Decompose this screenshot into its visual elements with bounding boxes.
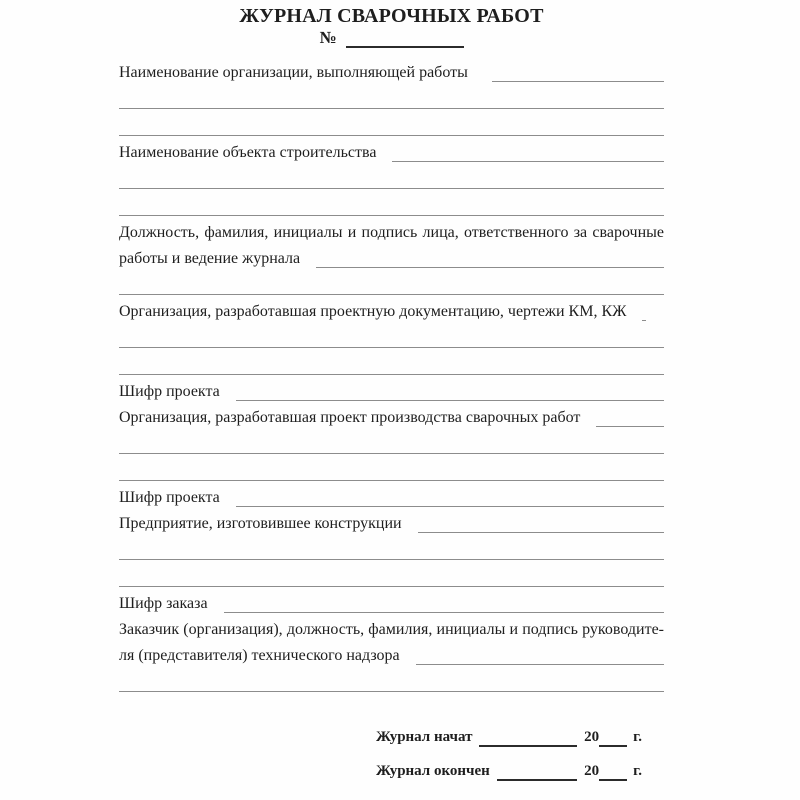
journal-started-row (376, 727, 642, 747)
customer-label-line1: Заказчик (организация), должность, фамилия, инициалы и подпись руководите- (119, 621, 664, 638)
blank-fill-line (119, 434, 664, 454)
construction-object-fill-line (392, 142, 664, 162)
year-prefix: 20 (584, 763, 600, 779)
manufacturer-fill-line (418, 513, 664, 533)
project-code-1-fill-line (236, 381, 664, 401)
customer-label-line2: ля (представителя) технического надзора (119, 647, 400, 664)
journal-started-date-fill-line (479, 725, 577, 747)
journal-finished-date-fill-line (497, 759, 577, 781)
journal-started-label: Журнал начат (376, 729, 473, 745)
project-code-2-fill-line (236, 487, 664, 507)
org-performing-fill-line (492, 62, 664, 82)
responsible-person-label-line2: работы и ведение журнала (119, 250, 301, 267)
field-responsible-person (119, 249, 664, 268)
year-suffix: г. (633, 763, 642, 779)
field-order-code (119, 594, 664, 613)
field-org-performing (119, 63, 664, 82)
construction-object-label: Наименование объекта строительства (119, 144, 377, 161)
org-performing-label: Наименование организации, выполняющей работы (119, 64, 468, 81)
field-customer (119, 646, 664, 665)
blank-fill-line (119, 567, 664, 587)
blank-fill-line (119, 461, 664, 481)
field-project-code-2 (119, 488, 664, 507)
year-suffix: г. (633, 729, 642, 745)
journal-dates-block (119, 727, 664, 781)
welding-project-org-label: Организация, разработавшая проект производства сварочных работ (119, 409, 581, 426)
journal-finished-row (376, 761, 642, 781)
manufacturer-label: Предприятие, изготовившее конструкции (119, 515, 402, 532)
project-code-2-label: Шифр проекта (119, 489, 220, 506)
order-code-label: Шифр заказа (119, 595, 208, 612)
blank-fill-line (119, 540, 664, 560)
blank-fill-line (119, 328, 664, 348)
blank-fill-line (119, 355, 664, 375)
field-project-code-1 (119, 382, 664, 401)
journal-number-fill-line (346, 26, 464, 48)
design-org-fill-line (642, 301, 646, 321)
customer-fill-line (416, 645, 664, 665)
blank-fill-line (119, 275, 664, 295)
responsible-person-fill-line (316, 248, 664, 268)
journal-started-year-fill-line (599, 725, 627, 747)
design-org-label: Организация, разработавшая проектную документацию, чертежи КМ, КЖ (119, 303, 627, 320)
field-design-org (119, 302, 664, 321)
field-construction-object (119, 143, 664, 162)
number-sign-label: № (319, 28, 337, 47)
year-prefix: 20 (584, 729, 600, 745)
blank-fill-line (119, 169, 664, 189)
form-title: ЖУРНАЛ СВАРОЧНЫХ РАБОТ (239, 5, 544, 27)
project-code-1-label: Шифр проекта (119, 383, 220, 400)
responsible-person-label-line1: Должность, фамилия, инициалы и подпись лица, ответственного за сварочные (119, 224, 664, 241)
welding-project-org-fill-line (596, 407, 664, 427)
field-manufacturer (119, 514, 664, 533)
order-code-fill-line (224, 593, 664, 613)
blank-fill-line (119, 116, 664, 136)
journal-finished-year-fill-line (599, 759, 627, 781)
blank-fill-line (119, 672, 664, 692)
blank-fill-line (119, 196, 664, 216)
journal-number-row (119, 28, 664, 48)
journal-finished-label: Журнал окончен (376, 763, 490, 779)
blank-fill-line (119, 89, 664, 109)
field-welding-project-org (119, 408, 664, 427)
